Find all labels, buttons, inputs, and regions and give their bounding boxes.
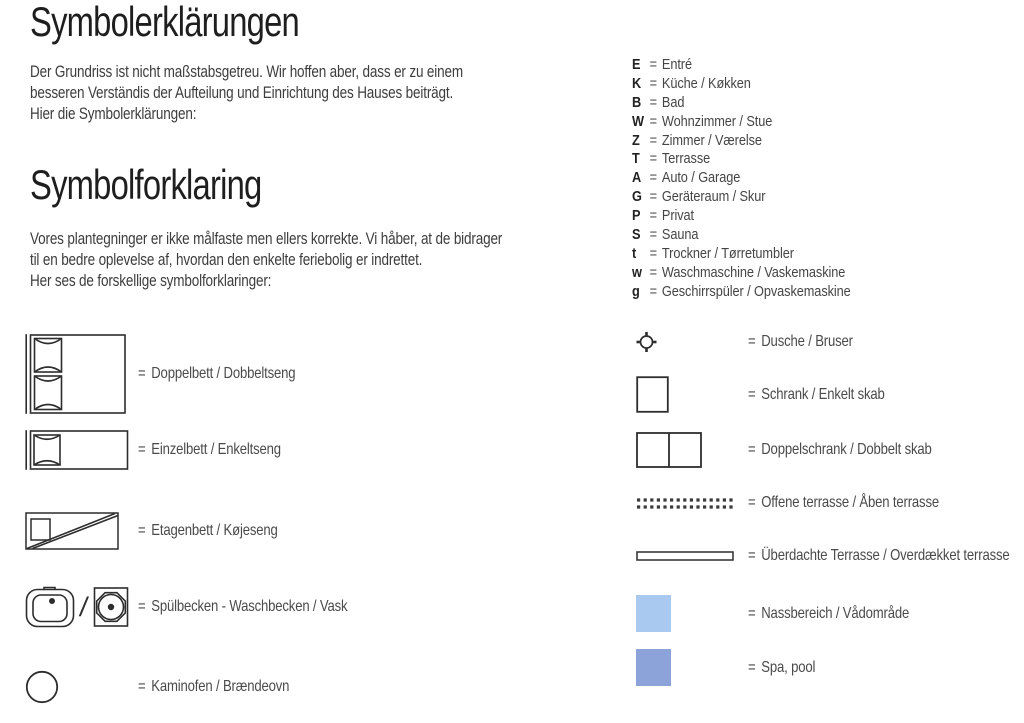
bunk-bed-icon: [25, 512, 138, 550]
page-title-german: Symbolerklärungen: [30, 0, 300, 45]
legend-label-text: Spa, pool: [761, 658, 816, 676]
legend-label-text: Dusche / Bruser: [761, 332, 853, 350]
abbr-letter: Z: [632, 132, 640, 149]
legend-label: [748, 494, 939, 512]
legend-row-double-bed: [25, 334, 330, 414]
intro-german-line: Hier die Symbolerklärungen:: [30, 105, 197, 124]
abbr-meaning: Terrasse: [661, 151, 711, 168]
abbr-meaning: Bad: [661, 94, 685, 111]
abbr-letter: E: [632, 57, 641, 73]
legend-label: [138, 678, 289, 696]
legend-label: [748, 547, 1010, 565]
equals-sign: =: [649, 170, 658, 187]
wet-area-swatch: [636, 595, 671, 632]
legend-label: [748, 441, 932, 459]
abbr-meaning: Geschirrspüler / Opvaskemaskine: [661, 283, 851, 300]
abbr-letter: S: [632, 227, 641, 244]
equals-sign: =: [748, 604, 756, 622]
legend-label: [748, 333, 853, 351]
sink-icons: [25, 586, 138, 628]
legend-row-stove: [25, 670, 323, 704]
abbr-meaning: Waschmaschine / Vaskemaskine: [661, 264, 846, 281]
equals-sign: =: [138, 441, 146, 458]
stove-icon: [25, 670, 138, 704]
equals-sign: =: [649, 189, 658, 206]
legend-label: [138, 522, 278, 540]
legend-label: [748, 386, 885, 404]
abbreviation-row: [632, 132, 851, 151]
legend-label-text: Einzelbett / Enkeltseng: [151, 441, 281, 458]
intro-german-line: Der Grundriss ist nicht maßstabsgetreu. Wir hoffen aber, dass er zu einem: [30, 63, 463, 81]
abbr-letter: A: [632, 170, 642, 187]
abbreviation-row: [632, 75, 851, 94]
abbr-letter: t: [632, 245, 637, 262]
legend-row-covered-terrace: [636, 547, 1024, 564]
legend-label-text: Etagenbett / Køjeseng: [151, 522, 278, 539]
equals-sign: =: [138, 365, 146, 382]
abbr-letter: T: [632, 151, 640, 168]
cabinet-icon: [636, 376, 748, 413]
equals-sign: =: [649, 245, 658, 262]
abbreviation-row: [632, 56, 851, 75]
intro-danish-line: til en bedre oplevelse af, hvordan den enkelte feriebolig er indrettet.: [30, 251, 423, 270]
legend-label-text: Doppelschrank / Dobbelt skab: [761, 441, 932, 458]
intro-text-german: [30, 62, 463, 126]
legend-label-text: Schrank / Enkelt skab: [761, 385, 885, 403]
legend-row-double-cabinet: [636, 432, 972, 468]
legend-label: [138, 598, 347, 616]
abbr-letter: W: [632, 113, 645, 130]
legend-label-text: Doppelbett / Dobbeltseng: [151, 365, 296, 382]
equals-sign: =: [649, 283, 658, 300]
intro-german-line: besseren Verständis der Aufteilung und Einrichtung des Hauses beiträgt.: [30, 84, 454, 103]
abbr-meaning: Geräteraum / Skur: [661, 189, 766, 206]
equals-sign: =: [649, 113, 658, 130]
abbr-letter: g: [632, 283, 640, 300]
equals-sign: =: [748, 547, 756, 564]
equals-sign: =: [138, 678, 146, 695]
abbr-letter: B: [632, 94, 642, 111]
equals-sign: =: [649, 227, 658, 244]
spa-pool-icon: [636, 649, 748, 686]
intro-danish-line: Vores plantegninger er ikke målfaste men ellers korrekte. Vi håber, at de bidrager: [30, 230, 503, 248]
legend-row-open-terrace: [636, 496, 981, 510]
legend-row-single-bed: [25, 430, 312, 470]
abbr-letter: w: [632, 264, 642, 281]
abbr-meaning: Trockner / Tørretumbler: [661, 245, 794, 262]
equals-sign: =: [748, 658, 756, 676]
abbr-meaning: Küche / Køkken: [661, 75, 751, 92]
slash-separator: /: [77, 591, 90, 622]
legend-label-text: Kaminofen / Brændeovn: [151, 678, 290, 695]
legend-label-text: Offene terrasse / Åben terrasse: [761, 494, 939, 511]
intro-text-danish: [30, 229, 502, 293]
legend-label: [138, 441, 281, 459]
washbasin-icon: [93, 586, 129, 628]
equals-sign: =: [649, 57, 658, 73]
abbr-meaning: Sauna: [661, 227, 699, 244]
equals-sign: =: [649, 264, 658, 281]
equals-sign: =: [649, 132, 658, 149]
legend-label: [748, 605, 909, 623]
equals-sign: =: [748, 494, 756, 511]
covered-terrace-icon: [636, 551, 748, 561]
abbreviation-list: [632, 56, 851, 302]
legend-row-wet-area: [636, 595, 945, 632]
intro-danish-line: Her ses de forskellige symbolforklaringer:: [30, 272, 272, 291]
double-cabinet-icon: [636, 432, 748, 468]
abbreviation-row: [632, 150, 851, 169]
abbreviation-row: [632, 188, 851, 207]
spa-pool-swatch: [636, 649, 671, 686]
equals-sign: =: [649, 208, 658, 225]
abbreviation-row: [632, 245, 851, 264]
legend-row-spa-pool: [636, 649, 830, 686]
abbr-letter: P: [632, 208, 641, 225]
page-title-danish: Symbolforklaring: [30, 161, 262, 208]
abbr-letter: G: [632, 189, 642, 206]
legend-label-text: Überdachte Terrasse / Overdækket terrasse: [761, 547, 1010, 564]
abbreviation-row: [632, 226, 851, 245]
shower-icon: [636, 331, 748, 353]
legend-row-shower: [636, 331, 876, 352]
legend-row-cabinet: [636, 376, 915, 413]
abbreviation-row: [632, 94, 851, 113]
abbr-meaning: Wohnzimmer / Stue: [661, 113, 773, 130]
legend-label: [748, 659, 815, 677]
kitchen-sink-icon: [25, 586, 75, 628]
abbr-meaning: Privat: [661, 208, 695, 225]
abbr-meaning: Auto / Garage: [661, 170, 741, 187]
equals-sign: =: [649, 151, 658, 168]
equals-sign: =: [138, 598, 146, 615]
equals-sign: =: [748, 385, 756, 403]
abbr-letter: K: [632, 75, 642, 92]
open-terrace-icon: [636, 497, 748, 510]
abbreviation-row: [632, 169, 851, 188]
abbr-meaning: Zimmer / Værelse: [661, 132, 762, 149]
equals-sign: =: [649, 94, 658, 111]
single-bed-icon: [25, 430, 138, 470]
wet-area-icon: [636, 595, 748, 632]
legend-label-text: Spülbecken - Waschbecken / Vask: [151, 598, 348, 615]
abbreviation-row: [632, 113, 851, 132]
legend-row-bunk-bed: [25, 512, 308, 550]
legend-label: [138, 365, 295, 383]
equals-sign: =: [138, 522, 146, 539]
equals-sign: =: [748, 332, 756, 350]
abbreviation-row: [632, 207, 851, 226]
equals-sign: =: [649, 75, 658, 92]
legend-label-text: Nassbereich / Vådområde: [761, 604, 910, 622]
abbreviation-row: [632, 264, 851, 283]
abbr-meaning: Entré: [661, 57, 692, 73]
double-bed-icon: [25, 334, 138, 414]
legend-row-sink: [25, 586, 393, 628]
equals-sign: =: [748, 441, 756, 458]
abbreviation-row: [632, 283, 851, 302]
